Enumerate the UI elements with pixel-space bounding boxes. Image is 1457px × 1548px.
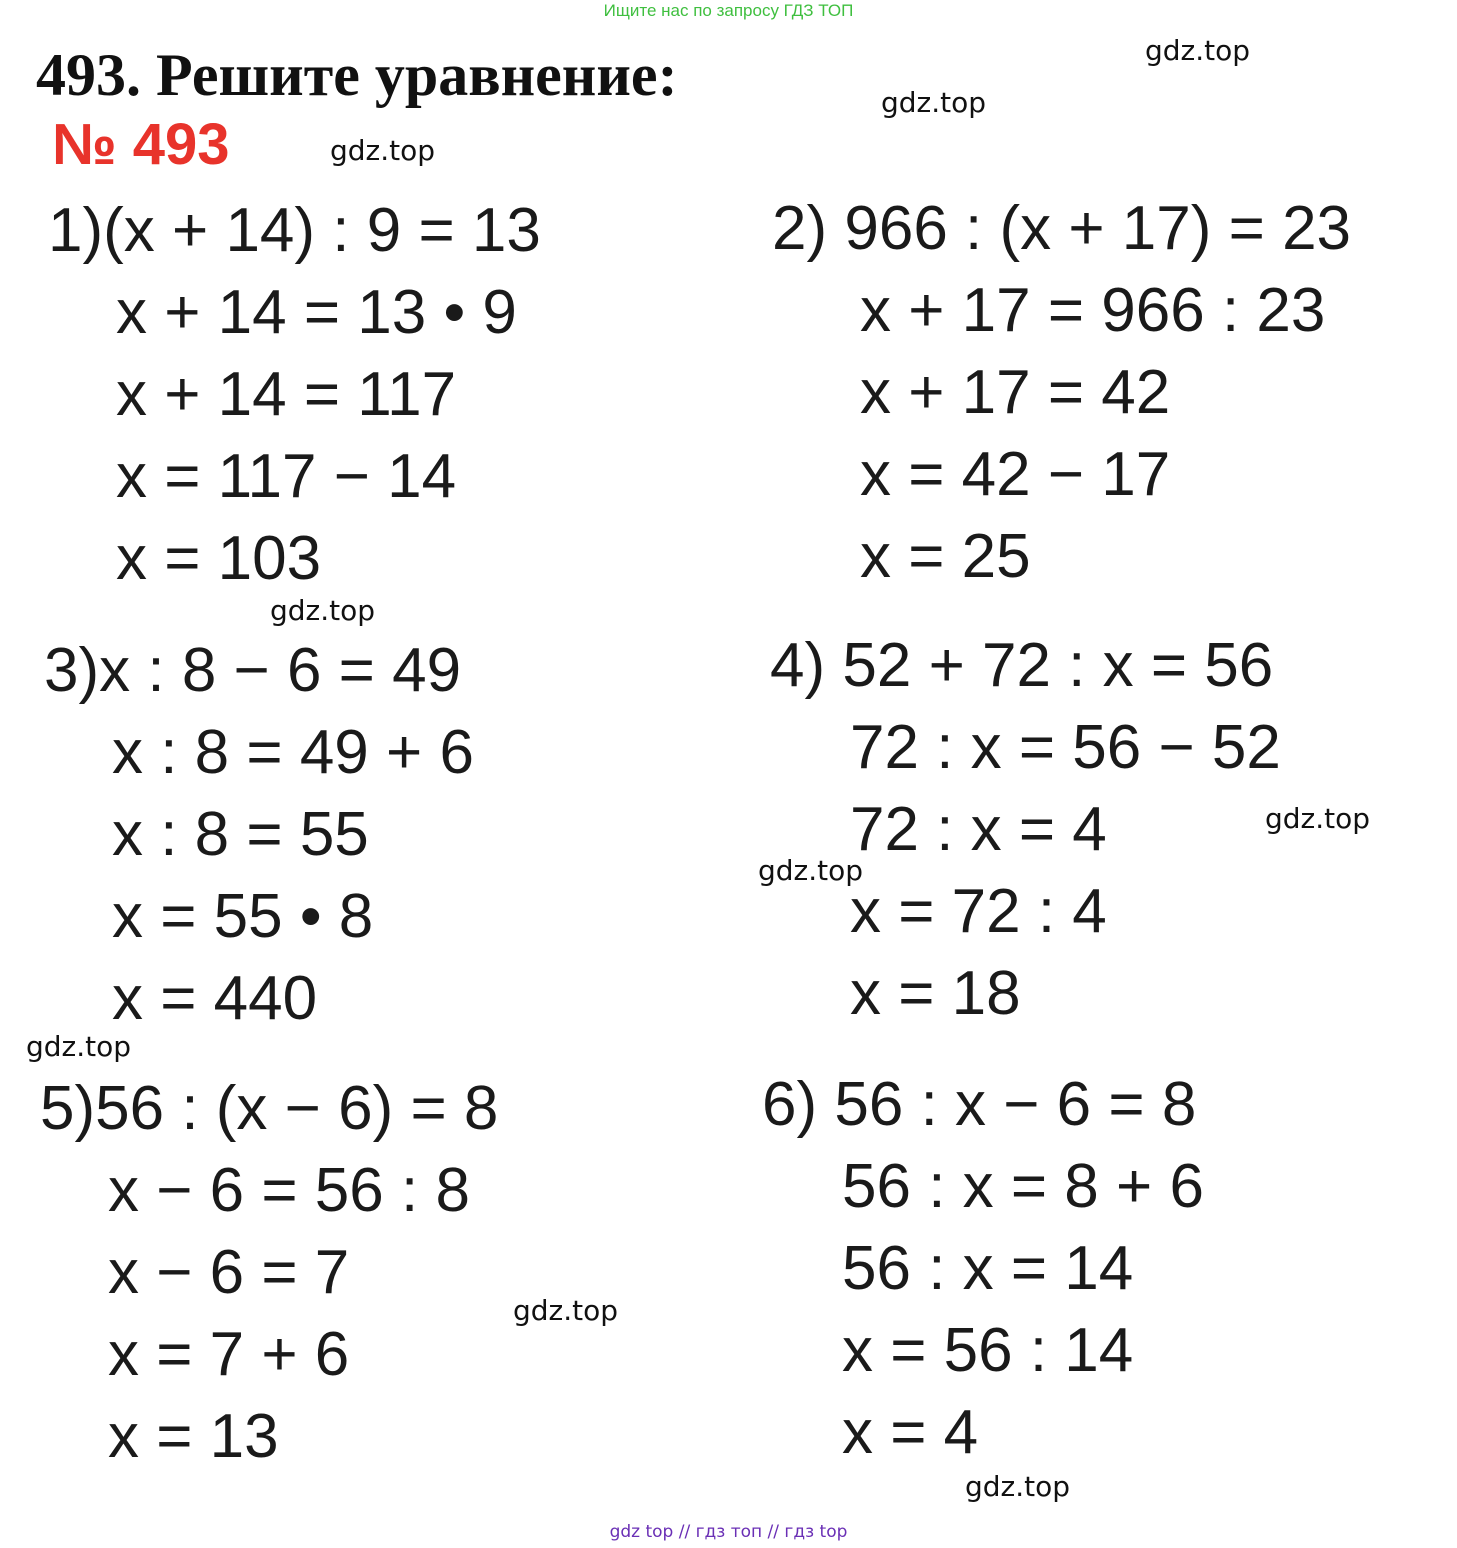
- watermark: gdz.top: [758, 854, 864, 887]
- solution-step: x = 55 • 8: [112, 882, 374, 951]
- solution-step: 72 : x = 4: [850, 795, 1107, 864]
- problem-equation: [770, 625, 1281, 707]
- solution-step: x − 6 = 7: [108, 1238, 350, 1307]
- solution-step: 56 : x = 8 + 6: [842, 1152, 1204, 1221]
- problem-equation: [772, 188, 1351, 270]
- problem-5: [40, 1068, 498, 1478]
- solution-step: x = 25: [860, 522, 1031, 591]
- problem-equation: [40, 1068, 498, 1150]
- problem-label: 3): [44, 636, 100, 705]
- watermark: gdz.top: [513, 1294, 619, 1327]
- solution-step: 72 : x = 56 − 52: [850, 713, 1281, 782]
- equation-text: (x + 14) : 9 = 13: [103, 196, 541, 265]
- solution-step: x : 8 = 49 + 6: [112, 718, 474, 787]
- problem-label: 6): [762, 1070, 818, 1139]
- problem-equation: [762, 1064, 1204, 1146]
- solution-step: x : 8 = 55: [112, 800, 369, 869]
- footer-links: gdz top // гдз топ // гдз top: [609, 1522, 848, 1542]
- watermark: gdz.top: [965, 1470, 1071, 1503]
- solution-step: x = 7 + 6: [108, 1320, 350, 1389]
- problem-label: 2): [772, 194, 828, 263]
- watermark: gdz.top: [1145, 34, 1251, 67]
- problem-6: [762, 1064, 1204, 1474]
- solution-step: x = 117 − 14: [116, 442, 457, 511]
- problem-label: 5): [40, 1074, 96, 1143]
- solution-step: x + 17 = 966 : 23: [860, 276, 1326, 345]
- equation-text: 56 : (x − 6) = 8: [95, 1074, 499, 1143]
- solution-step: x = 440: [112, 964, 318, 1033]
- search-hint-banner: Ищите нас по запросу ГДЗ ТОП: [603, 1, 854, 20]
- solution-step: x = 13: [108, 1402, 279, 1471]
- solution-step: x = 56 : 14: [842, 1316, 1134, 1385]
- equation-text: 966 : (x + 17) = 23: [844, 194, 1352, 263]
- solution-step: x = 4: [842, 1398, 979, 1467]
- equation-text: 56 : x − 6 = 8: [834, 1070, 1197, 1139]
- solution-step: x − 6 = 56 : 8: [108, 1156, 470, 1225]
- watermark: gdz.top: [1265, 802, 1371, 835]
- solution-step: x = 18: [850, 959, 1021, 1028]
- problem-1: [48, 190, 541, 600]
- problem-label: 1): [48, 196, 104, 265]
- solution-step: x + 14 = 13 • 9: [116, 278, 517, 347]
- watermark: gdz.top: [270, 594, 376, 627]
- watermark: gdz.top: [26, 1030, 132, 1063]
- problem-4: [770, 625, 1281, 1035]
- task-title: 493. Решите уравнение:: [36, 42, 678, 108]
- problem-equation: [44, 630, 474, 712]
- solution-step: x = 103: [116, 524, 322, 593]
- solution-step: x = 42 − 17: [860, 440, 1171, 509]
- equation-text: x : 8 − 6 = 49: [99, 636, 462, 705]
- problem-3: [44, 630, 474, 1040]
- equation-text: 52 + 72 : x = 56: [842, 631, 1274, 700]
- problem-2: [772, 188, 1351, 598]
- watermark: gdz.top: [330, 134, 436, 167]
- problem-equation: [48, 190, 541, 272]
- solution-step: 56 : x = 14: [842, 1234, 1134, 1303]
- task-number-label: № 493: [52, 112, 230, 177]
- problem-label: 4): [770, 631, 826, 700]
- solution-step: x = 72 : 4: [850, 877, 1107, 946]
- solution-step: x + 17 = 42: [860, 358, 1171, 427]
- watermark: gdz.top: [881, 86, 987, 119]
- solution-step: x + 14 = 117: [116, 360, 457, 429]
